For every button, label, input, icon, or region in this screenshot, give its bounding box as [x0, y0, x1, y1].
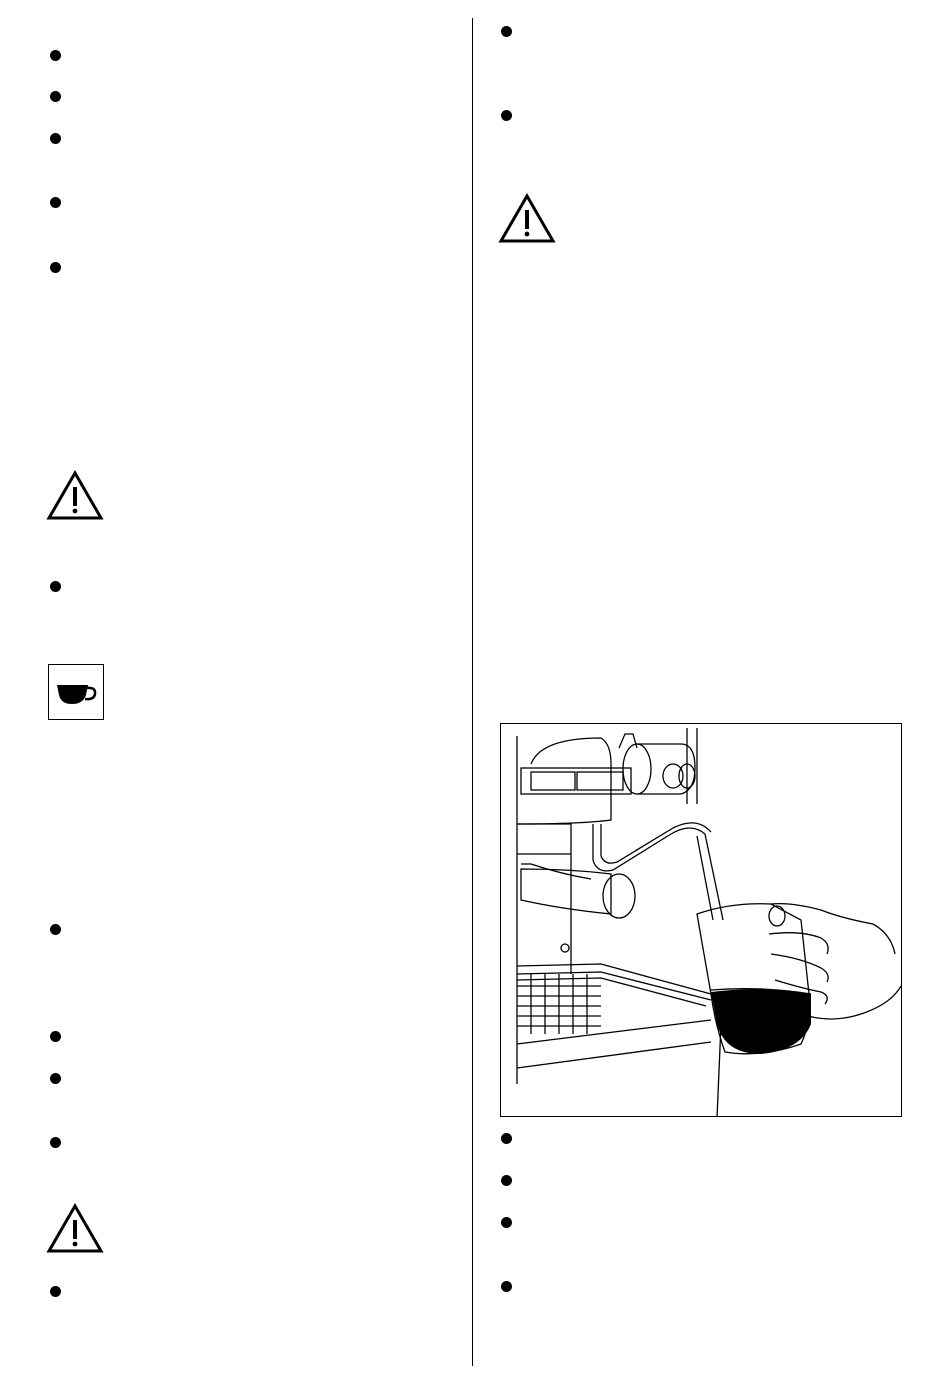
bullet-marker	[501, 110, 512, 121]
bullet-marker	[50, 1073, 61, 1084]
bullet-marker	[50, 262, 61, 273]
coffee-cup-icon-box	[48, 664, 104, 720]
warning-triangle-icon	[46, 1203, 104, 1255]
bullet-marker	[50, 197, 61, 208]
bullet-marker	[501, 1133, 512, 1144]
bullet-marker	[50, 924, 61, 935]
bullet-marker	[501, 1281, 512, 1292]
warning-triangle-icon	[498, 193, 556, 245]
steam-wand-drawing	[501, 724, 902, 1117]
bullet-marker	[501, 1217, 512, 1228]
bullet-marker	[50, 1137, 61, 1148]
bullet-marker	[50, 1286, 61, 1297]
bullet-marker	[50, 91, 61, 102]
bullet-marker	[50, 1031, 61, 1042]
bullet-marker	[50, 133, 61, 144]
warning-triangle-icon	[46, 470, 104, 522]
bullet-marker	[501, 1175, 512, 1186]
column-divider	[472, 18, 473, 1366]
bullet-marker	[501, 26, 512, 37]
coffee-cup-icon	[49, 665, 102, 718]
bullet-marker	[50, 50, 61, 61]
bullet-marker	[50, 581, 61, 592]
steam-wand-illustration	[500, 723, 902, 1117]
